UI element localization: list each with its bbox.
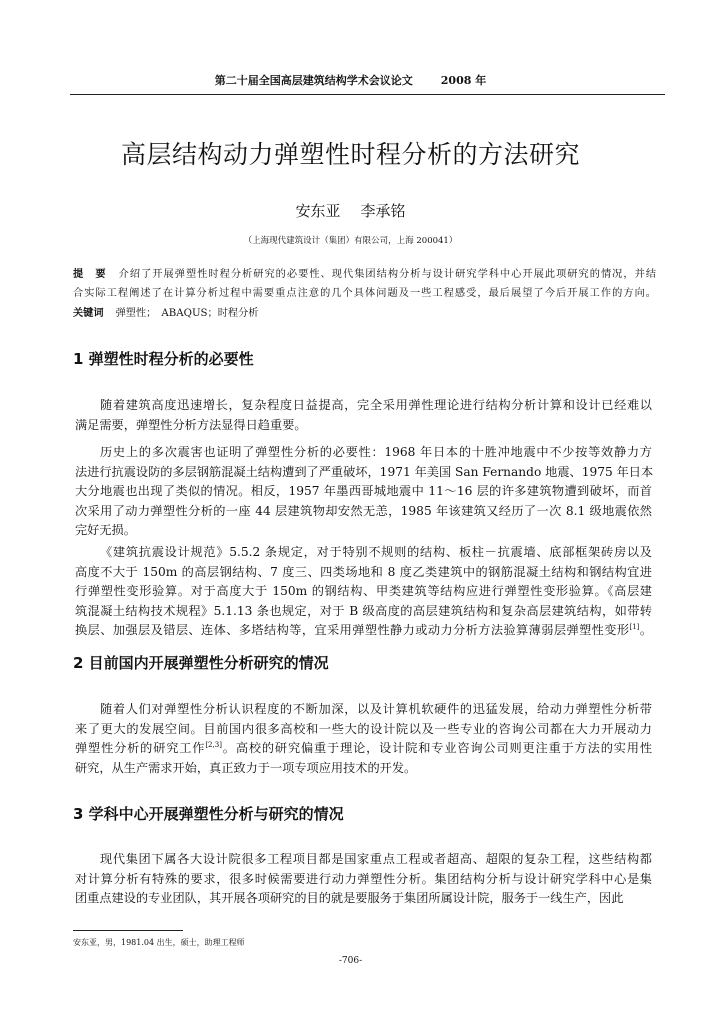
footnote: 安东亚，男，1981.04 出生，硕士，助理工程师 <box>73 938 245 947</box>
abstract <box>73 264 656 324</box>
header-rule <box>70 94 665 95</box>
author: 安东亚 <box>295 202 341 220</box>
line-text: 完好无损。 <box>75 523 136 538</box>
citation: [2,3] <box>205 741 222 750</box>
text-line <box>75 543 652 563</box>
paragraph <box>75 850 652 909</box>
line-text: 弹塑性分析的研究工作 <box>75 741 206 756</box>
keywords: 弹塑性； ABAQUS；时程分析 <box>115 308 259 320</box>
section-heading: 1 弹塑性时程分析的必要性 <box>73 350 254 368</box>
text-line <box>75 739 652 759</box>
text-line <box>75 621 652 641</box>
line-text: 随着人们对弹塑性分析认识程度的不断加深，以及计算机软硬件的迅猛发展，给动力弹塑性分析带 <box>100 702 652 716</box>
text-line <box>75 759 652 779</box>
text-line <box>75 700 652 720</box>
line-text: 大分地震也出现了类似的情况。相反，1957 年墨西哥城地震中 11～16 层的许多建筑物遭到破坏，而首 <box>75 484 652 499</box>
footnote-rule <box>73 930 183 931</box>
paragraph <box>75 443 652 541</box>
section-heading: 2 目前国内开展弹塑性分析研究的情况 <box>73 654 329 672</box>
text-line <box>75 889 652 909</box>
conference-name: 第二十届全国高层建筑结构学术会议论文 <box>214 74 413 87</box>
line-text: 现代集团下属各大设计院很多工程项目都是国家重点工程或者超高、超限的复杂工程，这些结构都 <box>100 852 652 866</box>
paper-title: 高层结构动力弹塑性时程分析的方法研究 <box>120 140 580 169</box>
authors <box>0 200 701 221</box>
line-text: 行弹塑性变形验算。对于高度大于 150m 的钢结构、甲类建筑等结构应进行弹塑性变形验算。《高层建 <box>75 584 652 599</box>
line-text: 满足需要，弹塑性分析方法显得日趋重要。 <box>75 417 307 432</box>
text-line <box>75 563 652 583</box>
affiliation: （上海现代建筑设计（集团）有限公司，上海 200041） <box>243 236 458 246</box>
text-line <box>75 850 652 870</box>
keywords-label: 关键词 <box>73 307 104 320</box>
section-heading: 3 学科中心开展弹塑性分析与研究的情况 <box>73 805 344 823</box>
text-line <box>75 502 652 522</box>
running-header <box>0 72 701 88</box>
line-text: 研究，从生产需求开始，真正致力于一项专项应用技术的开发。 <box>75 760 417 775</box>
text-line <box>75 602 652 622</box>
line-text: 。 <box>639 623 653 638</box>
abstract-label: 提 要 <box>73 268 107 280</box>
text-line <box>75 396 652 416</box>
line-text: 法进行抗震设防的多层钢筋混凝土结构遭到了严重破坏，1971 年美国 San Fernando 地震、1975 年日本 <box>75 464 654 479</box>
line-text: 。高校的研究偏重于理论，设计院和专业咨询公司则更注重于方法的实用性 <box>221 741 653 756</box>
line-text: 历史上的多次震害也证明了弹塑性分析的必要性：1968 年日本的十胜冲地震中不少按等效静力方 <box>100 445 652 459</box>
line-text: 对计算分析有特殊的要求，很多时候需要进行动力弹塑性分析。集团结构分析与设计研究学科中心是集 <box>75 871 652 886</box>
text-line <box>75 582 652 602</box>
author: 李承铭 <box>360 202 406 220</box>
text-line <box>75 482 652 502</box>
line-text: 次采用了动力弹塑性分析的一座 44 层建筑物却安然无恙，1985 年该建筑又经历了一次 8.1 级地震依然 <box>75 503 652 518</box>
citation: [1] <box>629 623 640 632</box>
line-text: 团重点建设的专业团队，其开展各项研究的目的就是要服务于集团所属设计院，服务于一线生产，因此 <box>75 891 624 906</box>
paragraph <box>75 700 652 778</box>
page-number: -706- <box>338 956 363 966</box>
text-line <box>75 443 652 463</box>
line-text: 随着建筑高度迅速增长，复杂程度日益提高，完全采用弹性理论进行结构分析计算和设计已经难以 <box>100 398 652 412</box>
text-line <box>75 521 652 541</box>
line-text: 筑混凝土结构技术规程》5.1.13 条也规定，对于 B 级高度的高层建筑结构和复杂高层建筑结构，如带转 <box>75 603 652 618</box>
abstract-line: 介绍了开展弹塑性时程分析研究的必要性、现代集团结构分析与设计研究学科中心开展此项研究的情况，并结 <box>118 269 657 280</box>
text-line <box>75 720 652 740</box>
text-line <box>75 870 652 890</box>
text-line <box>75 463 652 483</box>
line-text: 高度不大于 150m 的高层钢结构、7 度三、四类场地和 8 度乙类建筑中的钢筋混凝土结构和钢结构宜进 <box>75 564 652 579</box>
line-text: 换层、加强层及错层、连体、多塔结构等，宜采用弹塑性静力或动力分析方法验算薄弱层弹塑性变形 <box>75 623 630 638</box>
conference-year: 2008 年 <box>440 74 487 87</box>
abstract-line: 合实际工程阐述了在计算分析过程中需要重点注意的几个具体问题及一些工程感受，最后展望了今后开展工作的方向。 <box>73 287 656 299</box>
line-text: 来了更大的发展空间。目前国内很多高校和一些大的设计院以及一些专业的咨询公司都在大力开展动力 <box>75 721 652 736</box>
paragraph <box>75 543 652 641</box>
paragraph <box>75 396 652 435</box>
text-line <box>75 416 652 436</box>
line-text: 《建筑抗震设计规范》5.5.2 条规定，对于特别不规则的结构、板柱－抗震墙、底部框架砖房以及 <box>100 545 652 559</box>
